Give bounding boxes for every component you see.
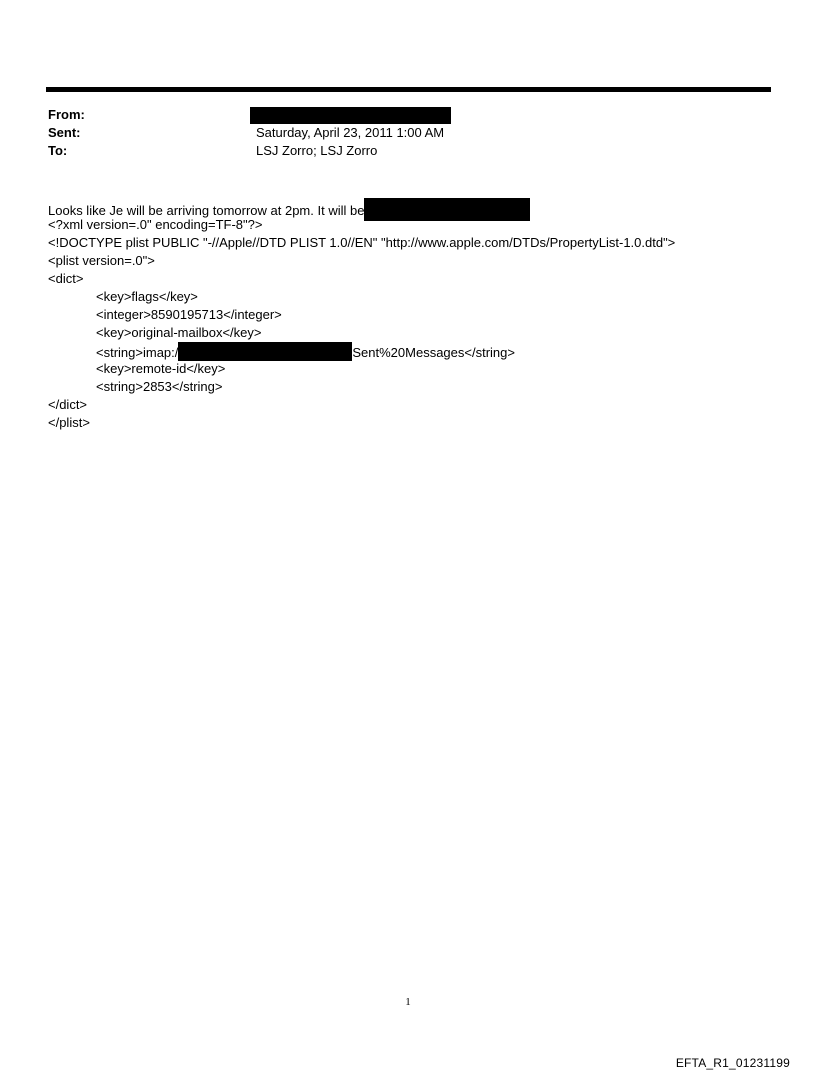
xml-declaration-line: <?xml version=.0" encoding=TF-8"?> [48,217,263,232]
email-body [48,198,768,432]
header-rule [46,87,771,92]
plist-open-line: <plist version=.0"> [48,253,155,268]
from-value [256,106,451,124]
key-remote-line: <key>remote-id</key> [96,361,226,376]
page-number: 1 [405,996,411,1008]
plist-close-line: </plist> [48,415,90,430]
to-value: LSJ Zorro; LSJ Zorro [256,143,378,158]
sent-row [48,124,768,142]
from-redaction [250,107,451,124]
string-imap-line [48,342,768,360]
to-row [48,142,768,160]
string-remote-line: <string>2853</string> [96,379,223,394]
dict-open-line: <dict> [48,271,84,286]
key-mailbox-line: <key>original-mailbox</key> [96,325,262,340]
imap-redaction [178,342,352,361]
dict-close-line: </dict> [48,397,88,412]
key-flags-line: <key>flags</key> [96,289,198,304]
integer-flags-line: <integer>8590195713</integer> [96,307,282,322]
body-intro-text: Looks like Je will be arriving tomorrow at 2pm. It will be [48,203,365,218]
body-intro-line [48,198,768,216]
from-label: From: [48,107,85,122]
to-label: To: [48,143,68,158]
sent-label: Sent: [48,125,81,140]
imap-suffix: Sent%20Messages</string> [352,345,515,360]
imap-prefix: <string>imap:/ [96,345,179,360]
sent-value: Saturday, April 23, 2011 1:00 AM [256,125,445,140]
doctype-line: <!DOCTYPE plist PUBLIC "-//Apple//DTD PLIST 1.0//EN" "http://www.apple.com/DTDs/PropertyList-1.0.dtd"> [48,235,676,250]
document-id: EFTA_R1_01231199 [675,1056,790,1070]
email-header [48,106,768,160]
from-row [48,106,768,124]
